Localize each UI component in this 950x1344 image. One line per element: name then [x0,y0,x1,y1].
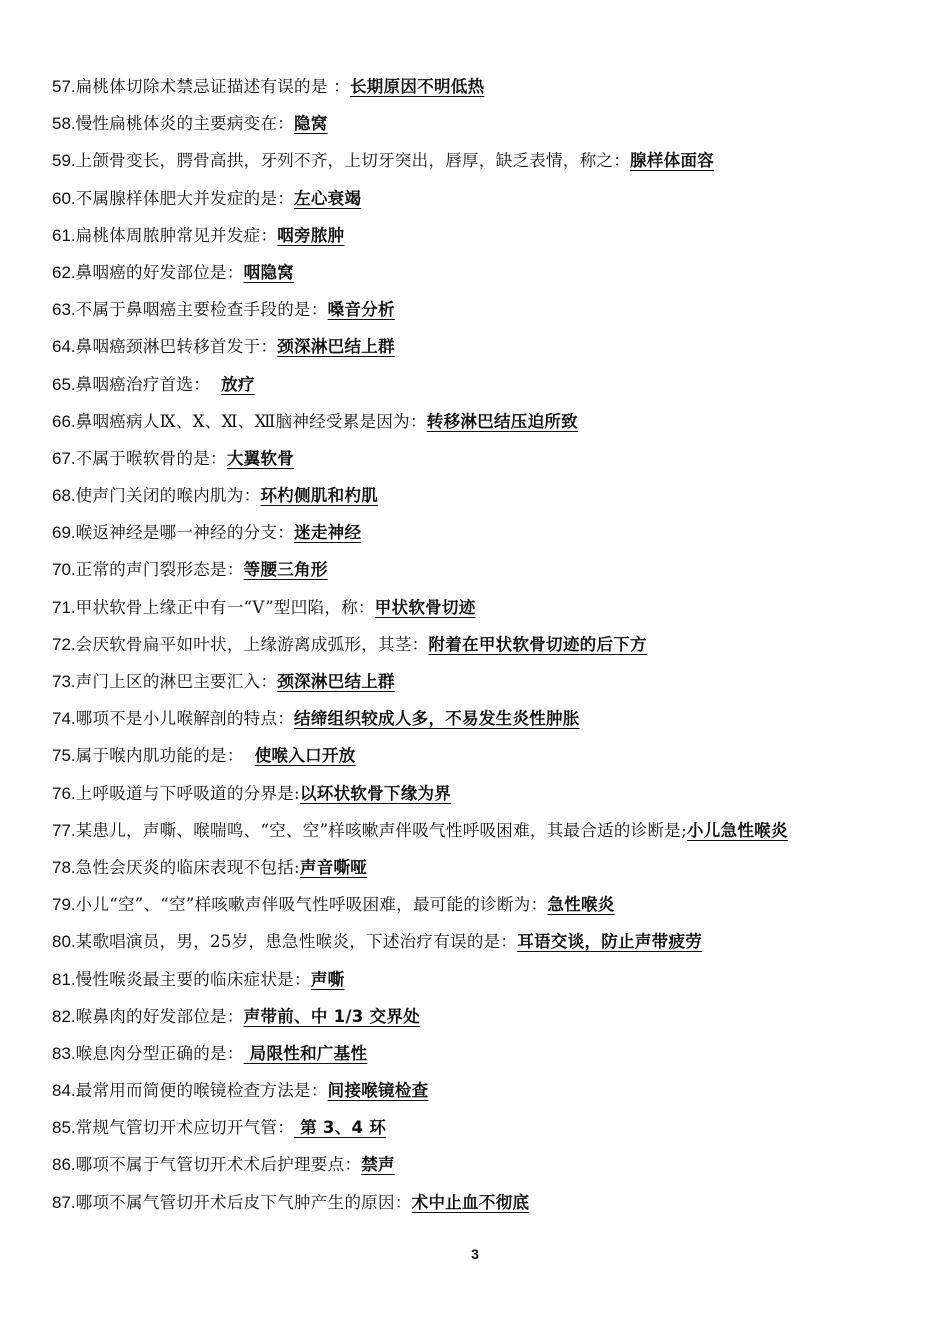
question-item [52,927,932,964]
question-text: 哪项不是小儿喉解剖的特点： [75,709,295,729]
question-number: 58. [52,114,76,134]
answer-text: 隐窝 [294,114,328,134]
answer-text: 使喉入口开放 [254,746,356,766]
question-number: 85. [52,1118,76,1138]
question-text: 喉返神经是哪一神经的分支： [75,523,295,543]
question-number: 69. [52,523,76,543]
question-item [52,221,932,258]
question-item [52,704,932,741]
answer-text: 颈深淋巴结上群 [277,672,395,691]
answer-text: 声嘶 [310,969,345,989]
question-text: 喉息肉分型正确的是： [75,1043,244,1063]
question-number: 82. [52,1006,76,1026]
answer-text: 咽隐窝 [243,262,295,282]
answer-text: 腺样体面容 [630,151,715,171]
question-item [52,258,932,295]
question-item [52,1188,932,1225]
question-text: 哪项不属于气管切开术术后护理要点： [75,1155,362,1175]
question-item [52,593,932,630]
question-text: 喉鼻肉的好发部位是： [75,1006,244,1026]
question-number: 62. [52,262,76,282]
question-number: 66. [52,411,76,431]
question-text: 扁桃体切除术禁忌证描述有误的是 ： [75,77,350,96]
answer-text: 局限性和广基性 [243,1043,368,1063]
question-item [52,965,932,1002]
question-item [52,890,932,927]
question-number: 87. [52,1192,76,1212]
answer-text: 间接喉镜检查 [327,1081,429,1101]
answer-text: 附着在甲状软骨切迹的后下方 [428,634,647,654]
answer-text: 术中止血不彻底 [411,1192,530,1212]
question-number: 59. [52,151,76,171]
question-number: 68. [52,486,76,506]
question-item [52,853,932,890]
page-number: 3 [471,1246,479,1262]
question-text: 常规气管切开术应切开气管： [75,1118,295,1138]
question-text: 哪项不属气管切开术后皮下气肿产生的原因： [75,1192,412,1212]
question-text: 声门上区的淋巴主要汇入： [75,672,278,691]
question-item [52,295,932,332]
question-number: 78. [52,857,76,877]
question-text: 慢性喉炎最主要的临床症状是： [75,969,311,989]
question-number: 77. [52,820,76,840]
question-item [52,1076,932,1113]
question-number: 70. [52,560,76,580]
answer-text: 迷走神经 [294,523,362,543]
question-item [52,555,932,592]
question-item [52,630,932,667]
answer-text: 放疗 [221,374,255,394]
question-text: 鼻咽癌病人Ⅸ、Ⅹ、Ⅺ、Ⅻ脑神经受累是因为： [75,411,427,431]
question-number: 61. [52,225,76,245]
question-number: 86. [52,1155,76,1175]
answer-text: 以环状软骨下缘为界 [299,783,452,803]
question-text: 不属腺样体肥大并发症的是： [75,188,295,208]
question-item [52,741,932,778]
question-item [52,1002,932,1039]
question-item [52,518,932,555]
question-number: 71. [52,597,76,617]
question-item [52,779,932,816]
question-number: 64. [52,337,76,357]
question-text: 最常用而简便的喉镜检查方法是： [75,1081,328,1101]
question-number: 73. [52,672,76,691]
question-text: 不属于鼻咽癌主要检查手段的是： [75,300,328,320]
question-text: 扁桃体周脓肿常见并发症： [75,225,278,245]
question-list [52,72,932,1225]
answer-text: 急性喉炎 [547,895,615,915]
answer-text: 环杓侧肌和杓肌 [260,486,379,506]
question-number: 81. [52,969,76,989]
answer-text: 转移淋巴结压迫所致 [426,411,578,431]
question-number: 63. [52,300,76,320]
question-number: 76. [52,783,76,803]
answer-text: 等腰三角形 [243,560,328,580]
answer-text: 结缔组织较成人多，不易发生炎性肿胀 [294,709,580,729]
question-number: 83. [52,1043,76,1063]
question-number: 72. [52,634,76,654]
question-item [52,407,932,444]
question-number: 79. [52,895,76,915]
question-item [52,1150,932,1187]
question-number: 74. [52,709,76,729]
question-text: 小儿“空”、“空”样咳嗽声伴吸气性呼吸困难，最可能的诊断为： [75,895,548,915]
question-item [52,370,932,407]
answer-text: 小儿急性喉炎 [686,820,788,840]
question-item [52,109,932,146]
question-item [52,332,932,369]
question-number: 65. [52,374,76,394]
answer-text: 第 3、4 环 [294,1118,387,1138]
question-text: 不属于喉软骨的是： [75,448,227,468]
question-text: 上颌骨变长，腭骨高拱，牙列不齐，上切牙突出，唇厚，缺乏表情，称之： [75,151,631,171]
answer-text: 禁声 [361,1155,395,1175]
question-item [52,146,932,183]
answer-text: 大翼软骨 [226,448,295,468]
question-text: 鼻咽癌颈淋巴转移首发于： [75,337,278,357]
question-number: 60. [52,188,76,208]
question-item [52,1039,932,1076]
answer-text: 耳语交谈，防止声带疲劳 [517,932,703,952]
question-item [52,72,932,109]
question-item [52,184,932,221]
question-text: 属于喉内肌功能的是： [75,746,255,766]
answer-text: 声音嘶哑 [299,857,368,877]
question-text: 甲状软骨上缘正中有一“V”型凹陷，称： [75,597,375,617]
answer-text: 甲状软骨切迹 [374,597,476,617]
question-item [52,481,932,518]
answer-text: 左心衰竭 [294,188,362,208]
question-text: 上呼吸道与下呼吸道的分界是: [75,783,300,803]
question-number: 84. [52,1081,76,1101]
question-number: 67. [52,448,76,468]
answer-text: 嗓音分析 [327,300,395,320]
question-item [52,444,932,481]
question-text: 使声门关闭的喉内肌为： [75,486,261,506]
answer-text: 声带前、中 1/3 交界处 [243,1006,421,1026]
answer-text: 颈深淋巴结上群 [277,337,395,357]
question-item [52,1113,932,1150]
question-text: 某歌唱演员，男，25岁，患急性喉炎，下述治疗有误的是： [75,932,518,952]
question-text: 慢性扁桃体炎的主要病变在： [75,114,295,134]
question-item [52,667,932,704]
question-text: 鼻咽癌的好发部位是： [75,262,244,282]
question-number: 57. [52,77,76,96]
question-text: 鼻咽癌治疗首选： [75,374,222,394]
answer-text: 长期原因不明低热 [350,77,485,96]
question-number: 80. [52,932,76,952]
question-item [52,816,932,853]
question-text: 急性会厌炎的临床表现不包括: [75,857,300,877]
question-text: 会厌软骨扁平如叶状，上缘游离成弧形，其茎： [75,634,429,654]
question-number: 75. [52,746,76,766]
question-text: 某患儿，声嘶、喉喘鸣、“空、空”样咳嗽声伴吸气性呼吸困难，其最合适的诊断是; [75,820,687,840]
question-text: 正常的声门裂形态是： [75,560,244,580]
answer-text: 咽旁脓肿 [277,225,345,245]
